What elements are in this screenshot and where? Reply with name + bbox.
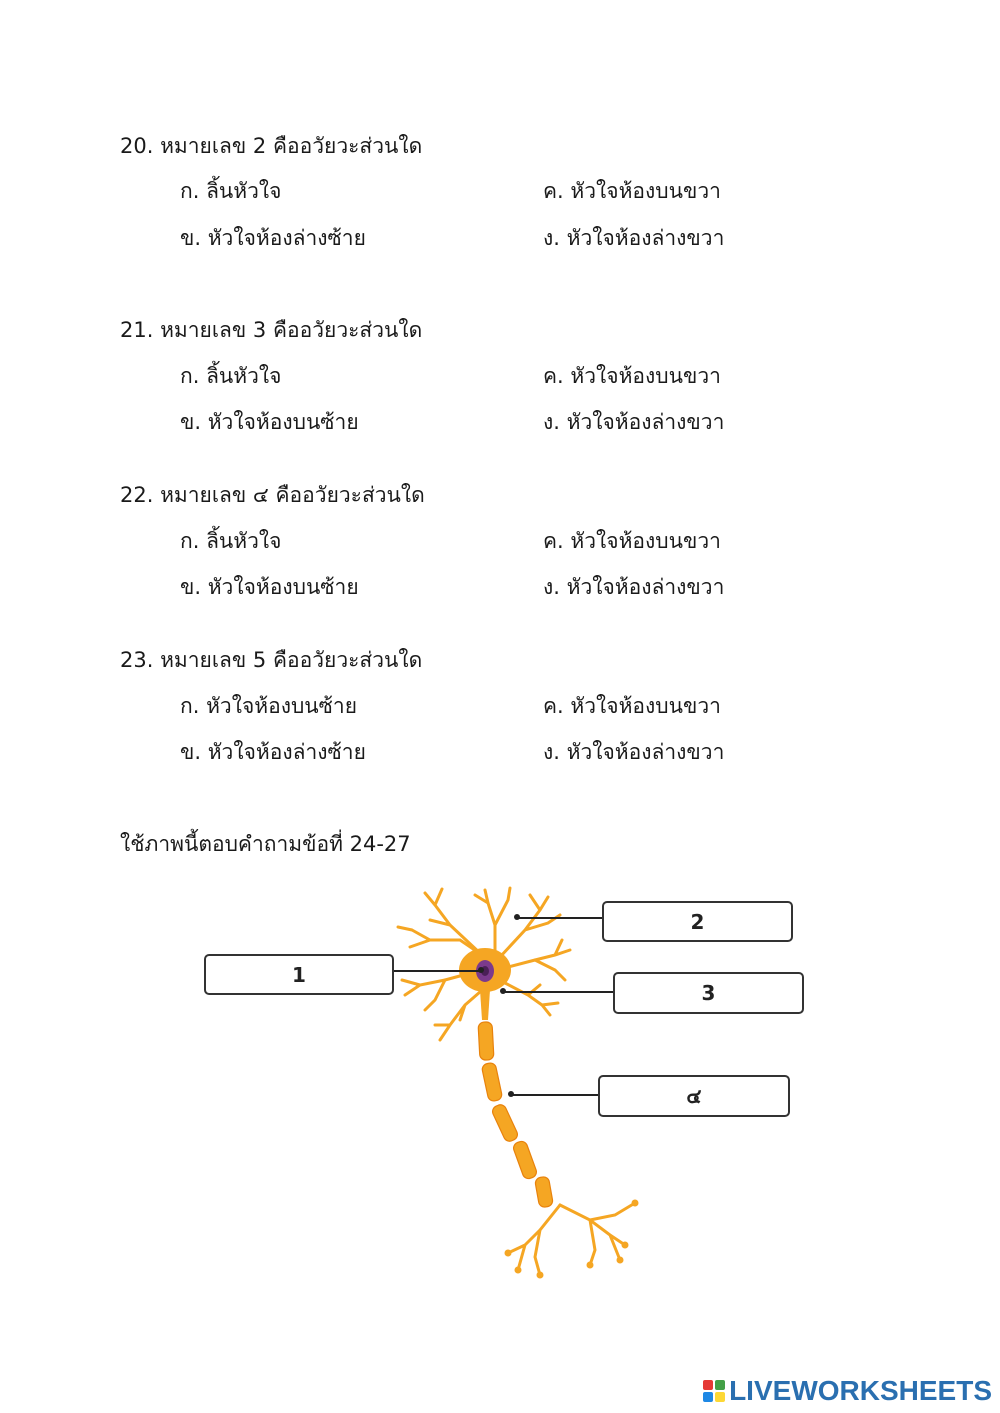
liveworksheets-logo — [703, 1375, 992, 1407]
question-title: 21. หมายเลข 3 คืออวัยวะส่วนใด — [120, 318, 423, 342]
option-b[interactable]: ข. หัวใจห้องบนซ้าย — [180, 575, 359, 599]
option-a[interactable]: ก. ลิ้นหัวใจ — [180, 529, 282, 553]
option-d[interactable]: ง. หัวใจห้องล่างขวา — [543, 575, 725, 599]
leader-dot-2 — [514, 914, 520, 920]
leader-line-3 — [504, 991, 614, 993]
option-c[interactable]: ค. หัวใจห้องบนขวา — [543, 364, 721, 388]
option-d[interactable]: ง. หัวใจห้องล่างขวา — [543, 410, 725, 434]
option-d[interactable]: ง. หัวใจห้องล่างขวา — [543, 226, 725, 250]
option-a[interactable]: ก. ลิ้นหัวใจ — [180, 179, 282, 203]
option-a[interactable]: ก. ลิ้นหัวใจ — [180, 364, 282, 388]
option-b[interactable]: ข. หัวใจห้องล่างซ้าย — [180, 740, 366, 764]
label-box-3[interactable]: 3 — [613, 972, 804, 1014]
logo-icon — [703, 1380, 725, 1402]
option-c[interactable]: ค. หัวใจห้องบนขวา — [543, 179, 721, 203]
leader-line-2 — [518, 917, 602, 919]
option-c[interactable]: ค. หัวใจห้องบนขวา — [543, 529, 721, 553]
leader-dot-4 — [508, 1091, 514, 1097]
option-b[interactable]: ข. หัวใจห้องล่างซ้าย — [180, 226, 366, 250]
brand-name: LIVEWORKSHEETS — [729, 1375, 992, 1406]
leader-line-1 — [393, 970, 483, 972]
option-b[interactable]: ข. หัวใจห้องบนซ้าย — [180, 410, 359, 434]
leader-dot-3 — [500, 988, 506, 994]
label-box-4[interactable]: ๔ — [598, 1075, 790, 1117]
leader-line-4 — [512, 1094, 600, 1096]
label-box-2[interactable]: 2 — [602, 901, 793, 942]
axon — [478, 1022, 553, 1208]
question-title: 23. หมายเลข 5 คืออวัยวะส่วนใด — [120, 648, 423, 672]
axon-terminals — [508, 1203, 635, 1275]
leader-dot-1 — [478, 967, 484, 973]
label-box-1[interactable]: 1 — [204, 954, 394, 995]
option-d[interactable]: ง. หัวใจห้องล่างขวา — [543, 740, 725, 764]
question-title: 22. หมายเลข ๔ คืออวัยวะส่วนใด — [120, 483, 425, 507]
diagram-instruction: ใช้ภาพนี้ตอบคำถามข้อที่ 24-27 — [120, 832, 411, 856]
option-a[interactable]: ก. หัวใจห้องบนซ้าย — [180, 694, 358, 718]
option-c[interactable]: ค. หัวใจห้องบนขวา — [543, 694, 721, 718]
question-title: 20. หมายเลข 2 คืออวัยวะส่วนใด — [120, 134, 423, 158]
axon-hillock — [480, 990, 490, 1020]
